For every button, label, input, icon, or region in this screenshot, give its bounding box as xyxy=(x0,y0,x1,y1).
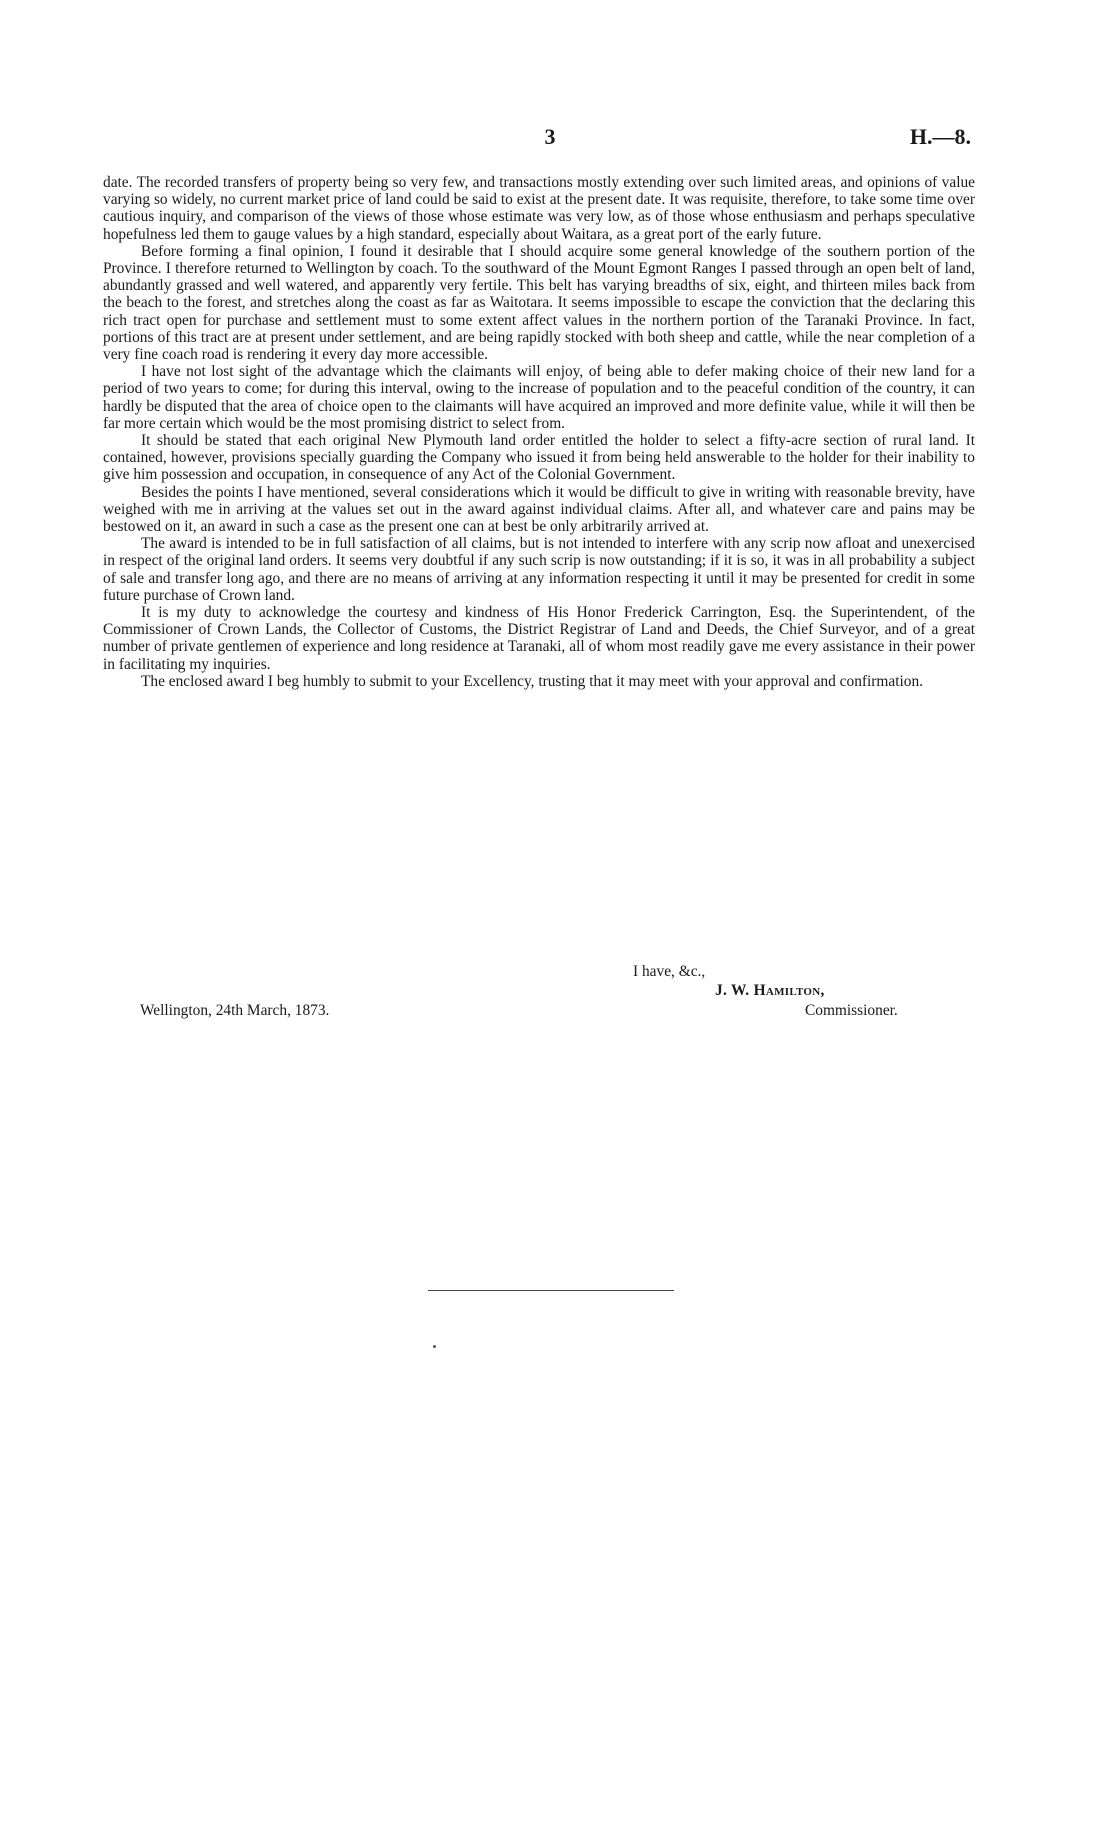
paragraph: It is my duty to acknowledge the courtesy and kindness of His Honor Frederick Carrington, Esq. the Superintendent, of the Commissioner of Crown Lands, the Collector of Customs, the District Registrar of Land and Deeds, the Chief Surveyor, and of a great number of private gentlemen of experience and long residence at Taranaki, all of whom most readily gave me every assistance in their power in facilitating my inquiries. xyxy=(103,604,975,673)
paragraph: Besides the points I have mentioned, several considerations which it would be difficult to give in writing with reasonable brevity, have weighed with me in arriving at the values set out in the award against individual claims. After all, and whatever care and pains may be bestowed on it, an award in such a case as the present one can at best be only arbitrarily arrived at. xyxy=(103,483,975,536)
paragraph: The award is intended to be in full satisfaction of all claims, but is not intended to interfere with any scrip now afloat and unexercised in respect of the original land orders. It seems very doubtful if any such scrip is now outstanding; if it is so, it was in all probability a subject of sale and transfer long ago, and there are no means of arriving at any information respecting it until it may be presented for credit in some future purchase of Crown land. xyxy=(103,535,975,604)
place-date: Wellington, 24th March, 1873. xyxy=(140,1002,330,1019)
paragraph: The enclosed award I beg humbly to submit to your Excellency, trusting that it may meet with your approval and confirmation. xyxy=(141,672,924,690)
sign-off: I have, &c., xyxy=(633,963,706,980)
document-reference: H.—8. xyxy=(909,124,971,149)
letter-body xyxy=(103,174,975,690)
paragraph: Before forming a final opinion, I found it desirable that I should acquire some general knowledge of the southern portion of the Province. I therefore returned to Wellington by coach. To the southward of the Mount Egmont Ranges I passed through an open belt of land, abundantly grassed and well watered, and apparently very fertile. This belt has varying breadths of six, eight, and thirteen miles back from the beach to the forest, and stretches along the coast as far as Waitotara. It seems impossible to escape the conviction that the declaring this rich tract open for purchase and settlement must to some extent affect values in the northern portion of the Taranaki Province. In fact, portions of this tract are at present under settlement, and are being rapidly stocked with both sheep and cattle, while the near completion of a very fine coach road is rendering it every day more accessible. xyxy=(103,242,975,364)
signer-name: J. W. Hamilton, xyxy=(715,982,825,999)
end-rule-divider xyxy=(428,1290,674,1291)
page-number: 3 xyxy=(544,124,556,149)
paragraph: It should be stated that each original New Plymouth land order entitled the holder to select a fifty-acre section of rural land. It contained, however, provisions specially guarding the Company who issued it from being held answerable to the holder for their inability to give him possession and occupation, in consequence of any Act of the Colonial Government. xyxy=(103,432,975,484)
stray-ink-mark xyxy=(433,1345,436,1348)
paragraph: I have not lost sight of the advantage which the claimants will enjoy, of being able to defer making choice of their new land for a period of two years to come; for during this interval, owing to the increase of population and to the peaceful condition of the country, it can hardly be disputed that the area of choice open to the claimants will have acquired an improved and more definite value, while it will then be far more certain which would be the most promising district to select from. xyxy=(103,363,975,432)
paragraph: date. The recorded transfers of property being so very few, and transactions mostly extending over such limited areas, and opinions of value varying so widely, no current market price of land could be said to exist at the present date. It was requisite, therefore, to take some time over cautious inquiry, and comparison of the views of those whose estimate was very low, as of those whose enthusiasm and perhaps speculative hopefulness led them to gauge values by a high standard, especially about Waitara, as a great port of the early future. xyxy=(103,174,975,243)
signer-title: Commissioner. xyxy=(805,1002,898,1019)
